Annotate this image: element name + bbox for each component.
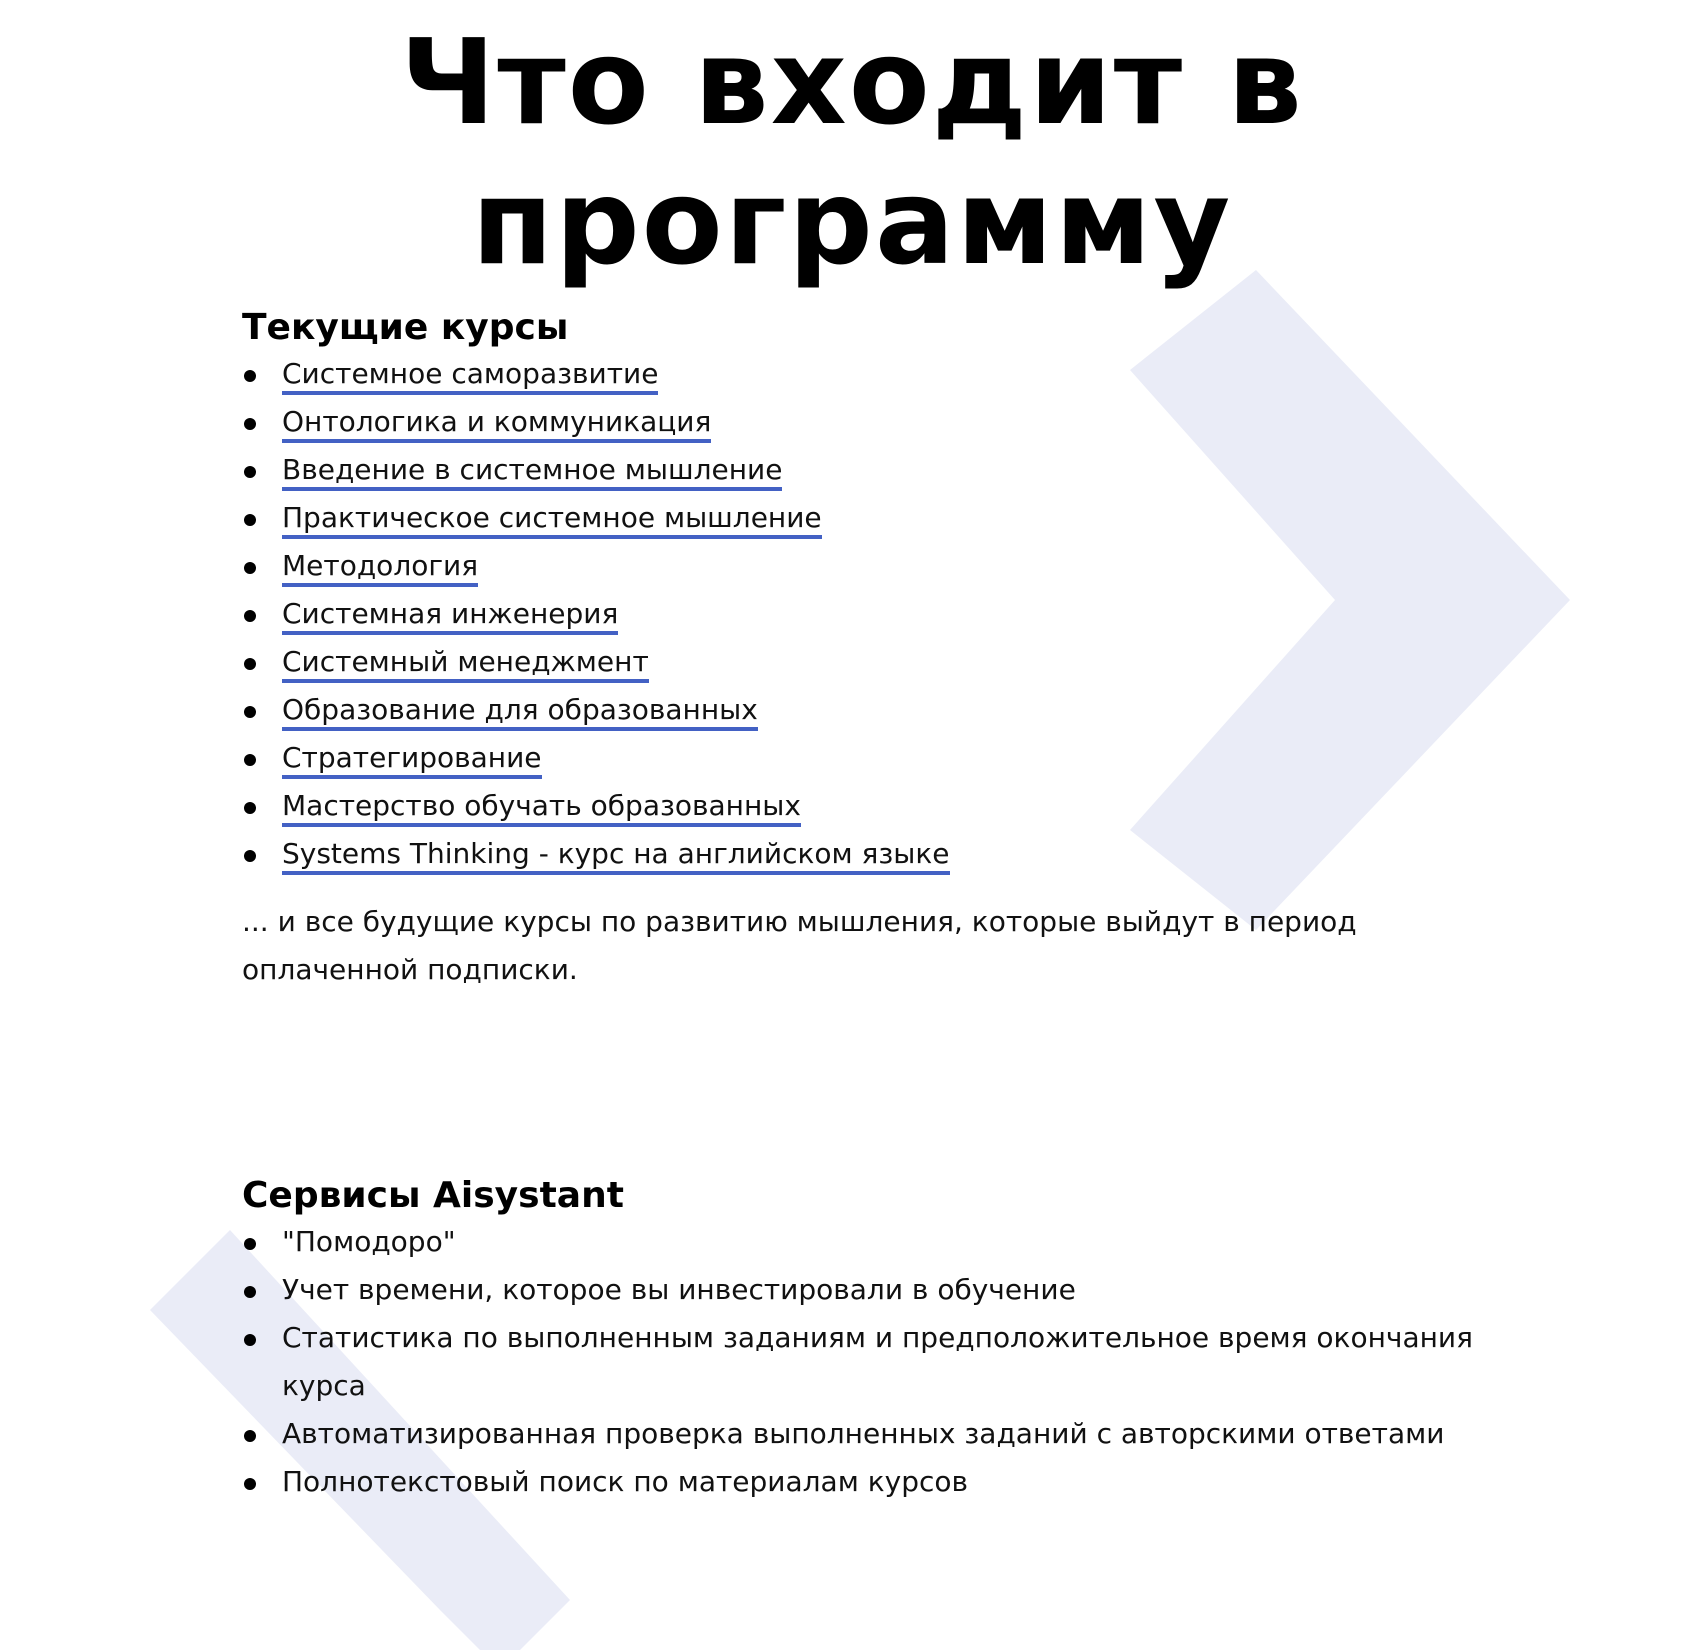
list-item [242, 494, 1542, 542]
service-label: Полнотекстовый поиск по материалам курсов [282, 1465, 968, 1498]
future-courses-note: ... и все будущие курсы по развитию мышления, которые выйдут в период оплаченной подписки. [242, 905, 1357, 986]
bullet-icon [244, 850, 256, 862]
list-item [242, 1218, 1512, 1266]
course-link[interactable]: Методология [282, 549, 478, 587]
list-item [242, 1458, 1512, 1506]
services-list [242, 1218, 1542, 1506]
course-link[interactable]: Образование для образованных [282, 693, 758, 731]
service-label: Автоматизированная проверка выполненных заданий с авторскими ответами [282, 1417, 1445, 1450]
service-label: Статистика по выполненным заданиям и предположительное время окончания курса [282, 1321, 1473, 1402]
list-item [242, 1314, 1512, 1410]
course-link[interactable]: Системный менеджмент [282, 645, 649, 683]
bullet-icon [244, 1430, 256, 1442]
list-item [242, 1410, 1512, 1458]
list-item [242, 734, 1542, 782]
bullet-icon [244, 514, 256, 526]
services-section [242, 1174, 1542, 1506]
bullet-icon [244, 610, 256, 622]
list-item [242, 1266, 1512, 1314]
course-link[interactable]: Systems Thinking - курс на английском языке [282, 837, 950, 875]
page-title: Что входит в программу [400, 13, 1304, 291]
list-item [242, 686, 1542, 734]
bullet-icon [244, 706, 256, 718]
course-link[interactable]: Практическое системное мышление [282, 501, 822, 539]
bullet-icon [244, 418, 256, 430]
section-heading-services: Сервисы Aisystant [242, 1175, 624, 1216]
service-label: "Помодоро" [282, 1225, 456, 1258]
list-item [242, 830, 1542, 878]
list-item [242, 782, 1542, 830]
current-courses-section [242, 306, 1542, 994]
courses-list [242, 350, 1542, 878]
bullet-icon [244, 1286, 256, 1298]
bullet-icon [244, 466, 256, 478]
bullet-icon [244, 754, 256, 766]
course-link[interactable]: Мастерство обучать образованных [282, 789, 801, 827]
list-item [242, 446, 1542, 494]
list-item [242, 638, 1542, 686]
service-label: Учет времени, которое вы инвестировали в обучение [282, 1273, 1076, 1306]
bullet-icon [244, 802, 256, 814]
bullet-icon [244, 1238, 256, 1250]
section-heading-courses: Текущие курсы [242, 307, 569, 348]
course-link[interactable]: Стратегирование [282, 741, 542, 779]
course-link[interactable]: Системное саморазвитие [282, 357, 658, 395]
bullet-icon [244, 370, 256, 382]
list-item [242, 398, 1542, 446]
bullet-icon [244, 1478, 256, 1490]
list-item [242, 590, 1542, 638]
course-link[interactable]: Введение в системное мышление [282, 453, 782, 491]
course-link[interactable]: Системная инженерия [282, 597, 618, 635]
bullet-icon [244, 1334, 256, 1346]
bullet-icon [244, 658, 256, 670]
bullet-icon [244, 562, 256, 574]
course-link[interactable]: Онтологика и коммуникация [282, 405, 711, 443]
list-item [242, 350, 1542, 398]
list-item [242, 542, 1542, 590]
